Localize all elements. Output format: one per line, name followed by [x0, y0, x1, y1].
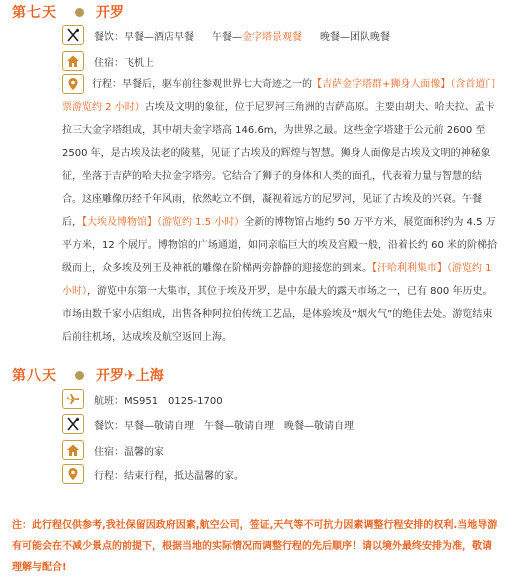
house-icon: [62, 51, 84, 71]
lunch-highlight: 金字塔景观餐: [242, 31, 302, 43]
dining-icon: [62, 414, 84, 434]
day8-header: [12, 365, 164, 385]
breakfast: 早餐—敬请自理: [124, 420, 194, 432]
itinerary: 行程：结束行程，抵达温馨的家。: [94, 470, 244, 482]
day7-label: 第七天: [12, 5, 57, 21]
itinerary-text-4: ，游览中东第一大集市，其位于埃及开罗，是中东最大的露天市场之一，已有 800 年历史。市场由数千家小店组成，出售各种阿拉伯传统工艺品，是体验埃及“烟火气”的绝佳去处。游览结束后前往机场，达成埃及航空返回上海。: [62, 286, 493, 343]
day8-destination: 开罗✈上海: [96, 368, 164, 384]
house-icon: [62, 440, 84, 460]
airplane-icon: [62, 389, 84, 409]
dining-icon: [62, 25, 84, 45]
itinerary-highlight-1: 【吉萨金字塔群+狮身人面像】（含首道门票游览约 2 小时）: [62, 79, 496, 113]
day8-label: 第八天: [12, 368, 57, 384]
breakfast: 早餐—酒店早餐: [124, 31, 194, 43]
disclaimer-note: 注：此行程仅供参考,我社保留因政府因素,航空公司，签证,天气等不可抗力因素调整行程安排的权利.当地导游有可能会在不减少景点的前提下，根据当地的实际情况而调整行程的先后顺序！请以境外最终安排为准，敬请理解与配合!: [12, 520, 498, 573]
map-pin-icon: [62, 464, 84, 484]
day8-itinerary-row: [62, 464, 499, 484]
day7-destination: 开罗: [96, 5, 124, 21]
dinner: 晚餐—团队晚餐: [320, 31, 390, 43]
itinerary-highlight-2: 【大埃及博物馆】（游览约 1.5 小时）: [82, 217, 245, 228]
day7-header: [12, 2, 124, 22]
meals-prefix: 餐饮：: [94, 420, 124, 432]
gold-dot-icon: [75, 371, 84, 380]
day8-flight-row: [62, 389, 499, 409]
itinerary-text-2: 古埃及文明的象征，位于尼罗河三角洲的吉萨高原。主要由胡夫、哈夫拉、孟卡拉三大金字塔组成，其中胡夫金字塔高 146.6m，为世界之最。这些金字塔建于公元前 2600 至 2500 年，是古埃及法老的陵墓，见证了古埃及的辉煌与智慧。狮身人面像是古埃及文明的神秘象征，坐落于吉萨的哈夫拉金字塔旁。它结合了狮子的身体和人类的面孔，代表着力量与智慧的结合。这座雕像历经千年风雨，依然屹立不倒，凝视着远方的尼罗河，见证了古埃及的兴衰。午餐后，: [62, 102, 495, 228]
day7-meals-row: [62, 25, 499, 45]
lodging: 住宿：飞机上: [94, 57, 154, 69]
lodging: 住宿：温馨的家: [94, 446, 164, 458]
day7-lodging-row: [62, 51, 499, 71]
lunch: 午餐—敬请自理: [204, 420, 274, 432]
day8-lodging-row: [62, 440, 499, 460]
itinerary-highlight-3: 【汗哈利利集市】（游览约 1 小时）: [62, 263, 492, 297]
lunch-prefix: 午餐—: [212, 31, 242, 43]
meals-prefix: 餐饮：: [94, 31, 124, 43]
itinerary-text-3: 全新的博物馆占地约 50 万平方米，展览面积约为 4.5 万平方米，12 个展厅。博物馆的广场通道，如同亲临巨大的埃及宫殿一般，沿着长约 60 米的阶梯拾级而上，众多埃及列王及神祇的雕像在阶梯两旁静静的迎接您的到来。: [62, 217, 497, 274]
itinerary-text-1: 行程：早餐后，驱车前往参观世界七大奇迹之一的: [92, 79, 312, 90]
gold-dot-icon: [75, 8, 84, 17]
dinner: 晚餐—敬请自理: [284, 420, 354, 432]
day8-meals-row: [62, 414, 499, 434]
map-pin-icon: [62, 74, 84, 94]
day7-itinerary: [62, 73, 501, 349]
flight-info: 航班：MS951 0125-1700: [94, 395, 223, 407]
